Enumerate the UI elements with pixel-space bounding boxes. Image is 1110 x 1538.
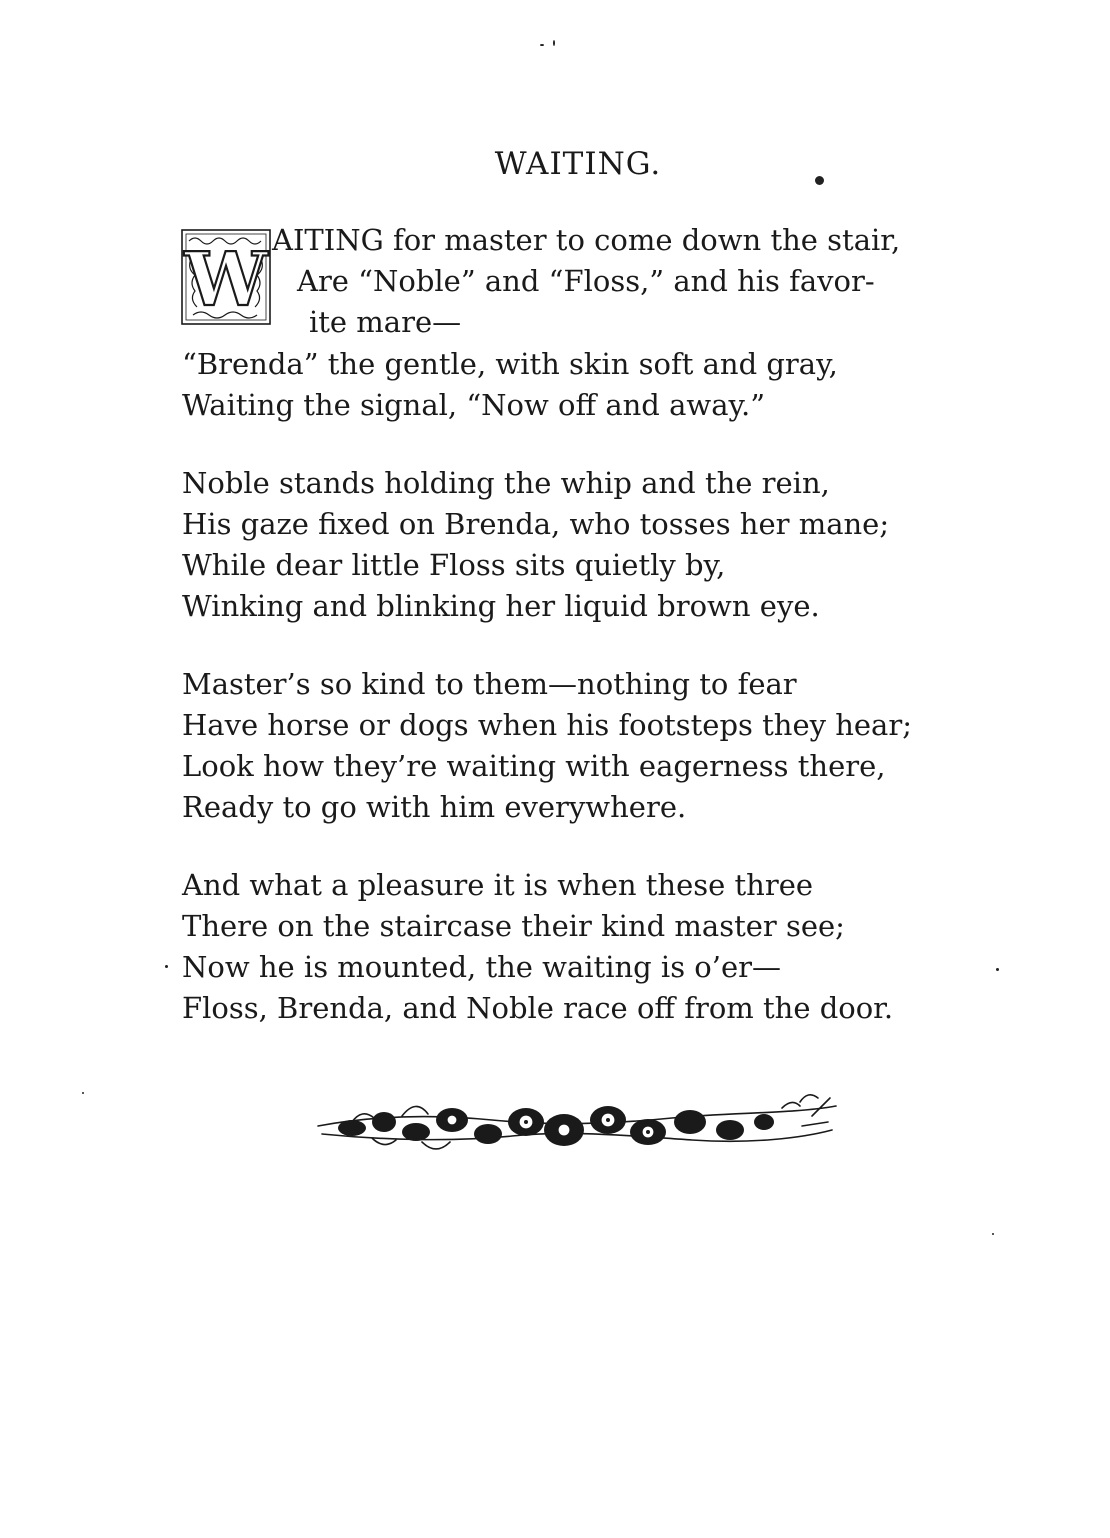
poem-line: Floss, Brenda, and Noble race off from the door. — [182, 991, 894, 1025]
poem-line: Noble stands holding the whip and the rein, — [182, 466, 830, 500]
poem-line: AITING for master to come down the stair, — [272, 223, 901, 257]
poem-line: While dear little Floss sits quietly by, — [182, 548, 726, 582]
poem-line: ite mare— — [309, 305, 462, 339]
print-speck — [996, 968, 999, 971]
poem-line: Are “Noble” and “Floss,” and his favor- — [297, 264, 875, 298]
poem-line: “Brenda” the gentle, with skin soft and gray, — [182, 347, 838, 381]
print-speck — [165, 965, 168, 968]
drop-cap-letter: W — [184, 237, 268, 323]
print-speck — [82, 1092, 84, 1094]
poem-line: Look how they’re waiting with eagerness there, — [182, 749, 886, 783]
poem-title: WAITING. — [494, 146, 662, 182]
poem-line: Master’s so kind to them—nothing to fear — [182, 667, 797, 701]
poem-line: Have horse or dogs when his footsteps they hear; — [182, 708, 912, 742]
poem-line: Ready to go with him everywhere. — [182, 790, 687, 824]
poem-line: Waiting the signal, “Now off and away.” — [182, 388, 766, 422]
poem-line: His gaze fixed on Brenda, who tosses her mane; — [182, 507, 890, 541]
poem-line: And what a pleasure it is when these three — [182, 868, 814, 902]
print-speck — [992, 1233, 994, 1235]
print-speck — [553, 40, 555, 46]
poem-line: There on the staircase their kind master see; — [182, 909, 845, 943]
poem-line: Winking and blinking her liquid brown eye. — [182, 589, 820, 623]
drop-cap-w — [181, 229, 271, 325]
poem-line: Now he is mounted, the waiting is o’er— — [182, 950, 782, 984]
print-speck — [540, 44, 544, 46]
floral-tailpiece-ornament — [312, 1086, 842, 1160]
